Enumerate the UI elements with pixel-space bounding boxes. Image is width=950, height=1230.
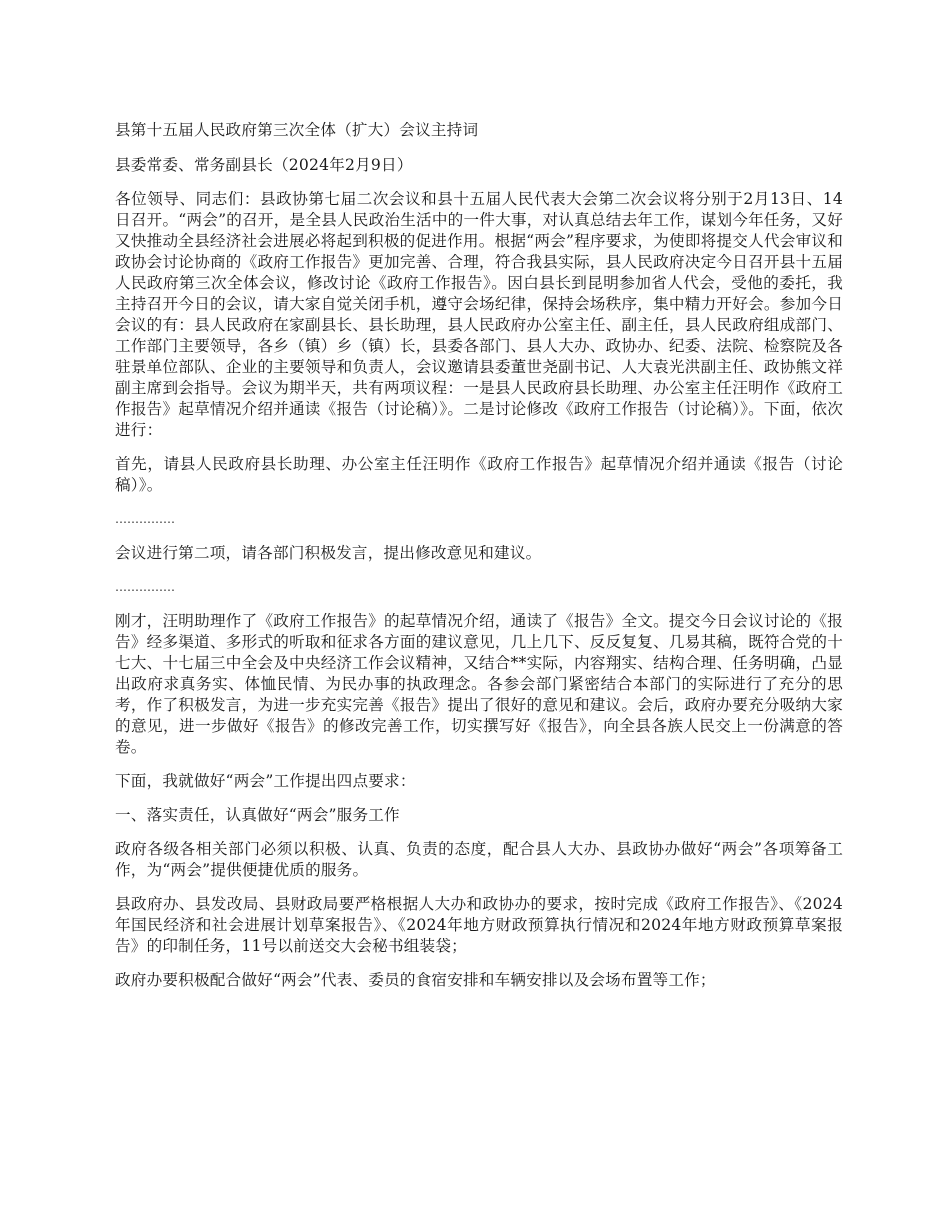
document-body: [115, 120, 843, 1004]
body-paragraph: 政府各级各相关部门必须以积极、认真、负责的态度，配合县人大办、县政协办做好“两会”各项筹备工作，为“两会”提供便捷优质的服务。: [115, 840, 843, 879]
second-agenda-paragraph: 会议进行第二项，请各部门积极发言，提出修改意见和建议。: [115, 544, 542, 562]
body-paragraph: 县政府办、县发改局、县财政局要严格根据人大办和政协办的要求，按时完成《政府工作报告》、《2024年国民经济和社会进展计划草案报告》、《2024年地方财政预算执行情况和2024年地方财政预算草案报告》的印制任务，11号以前送交大会秘书组装袋；: [115, 895, 843, 955]
section-heading-1: 一、落实责任，认真做好“两会”服务工作: [115, 806, 400, 824]
summary-paragraph: 刚才，汪明助理作了《政府工作报告》的起草情况介绍，通读了《报告》全文。提交今日会议讨论的《报告》经多渠道、多形式的听取和征求各方面的建议意见，几上几下、反反复复、几易其稿，既符合党的十七大、十七届三中全会及中央经济工作会议精神，又结合**实际，内容翔实、结构合理、任务明确，凸显出政府求真务实、体恤民情、为民办事的执政理念。各参会部门紧密结合本部门的实际进行了充分的思考，作了积极发言，为进一步充实完善《报告》提出了很好的意见和建议。会后，政府办要充分吸纳大家的意见，进一步做好《报告》的修改完善工作，切实撰写好《报告》，向全县各族人民交上一份满意的答卷。: [115, 612, 843, 756]
opening-paragraph: 各位领导、同志们：县政协第七届二次会议和县十五届人民代表大会第二次会议将分别于2月13日、14日召开。“两会”的召开，是全县人民政治生活中的一件大事，对认真总结去年工作，谋划今年任务，又好又快推动全县经济社会进展必将起到积极的促进作用。根据“两会”程序要求，为使即将提交人代会审议和政协会讨论协商的《政府工作报告》更加完善、合理，符合我县实际，县人民政府决定今日召开县十五届人民政府第三次全体会议，修改讨论《政府工作报告》。因白县长到昆明参加省人代会，受他的委托，我主持召开今日的会议，请大家自觉关闭手机，遵守会场纪律，保持会场秩序，集中精力开好会。参加今日会议的有：县人民政府在家副县长、县长助理，县人民政府办公室主任、副主任，县人民政府组成部门、工作部门主要领导，各乡（镇）乡（镇）长，县委各部门、县人大办、政协办、纪委、法院、检察院及各驻景单位部队、企业的主要领导和负责人，会议邀请县委董世尧副书记、人大袁光洪副主任、政协熊文祥副主席到会指导。会议为期半天，共有两项议程：一是县人民政府县长助理、办公室主任汪明作《政府工作报告》起草情况介绍并通读《报告（讨论稿）》。二是讨论修改《政府工作报告（讨论稿）》。下面，依次进行：: [115, 190, 843, 439]
body-paragraph: 政府办要积极配合做好“两会”代表、委员的食宿安排和车辆安排以及会场布置等工作；: [115, 971, 716, 989]
document-title: 县第十五届人民政府第三次全体（扩大）会议主持词: [115, 121, 479, 139]
first-agenda-paragraph: 首先，请县人民政府县长助理、办公室主任汪明作《政府工作报告》起草情况介绍并通读《报告（讨论稿）》。: [115, 455, 843, 494]
ellipsis-separator: ……………: [115, 580, 175, 594]
requirements-intro: 下面，我就做好“两会”工作提出四点要求：: [115, 772, 416, 790]
ellipsis-separator: ……………: [115, 512, 175, 526]
speaker-line: 县委常委、常务副县长（2024年2月9日）: [115, 156, 413, 174]
